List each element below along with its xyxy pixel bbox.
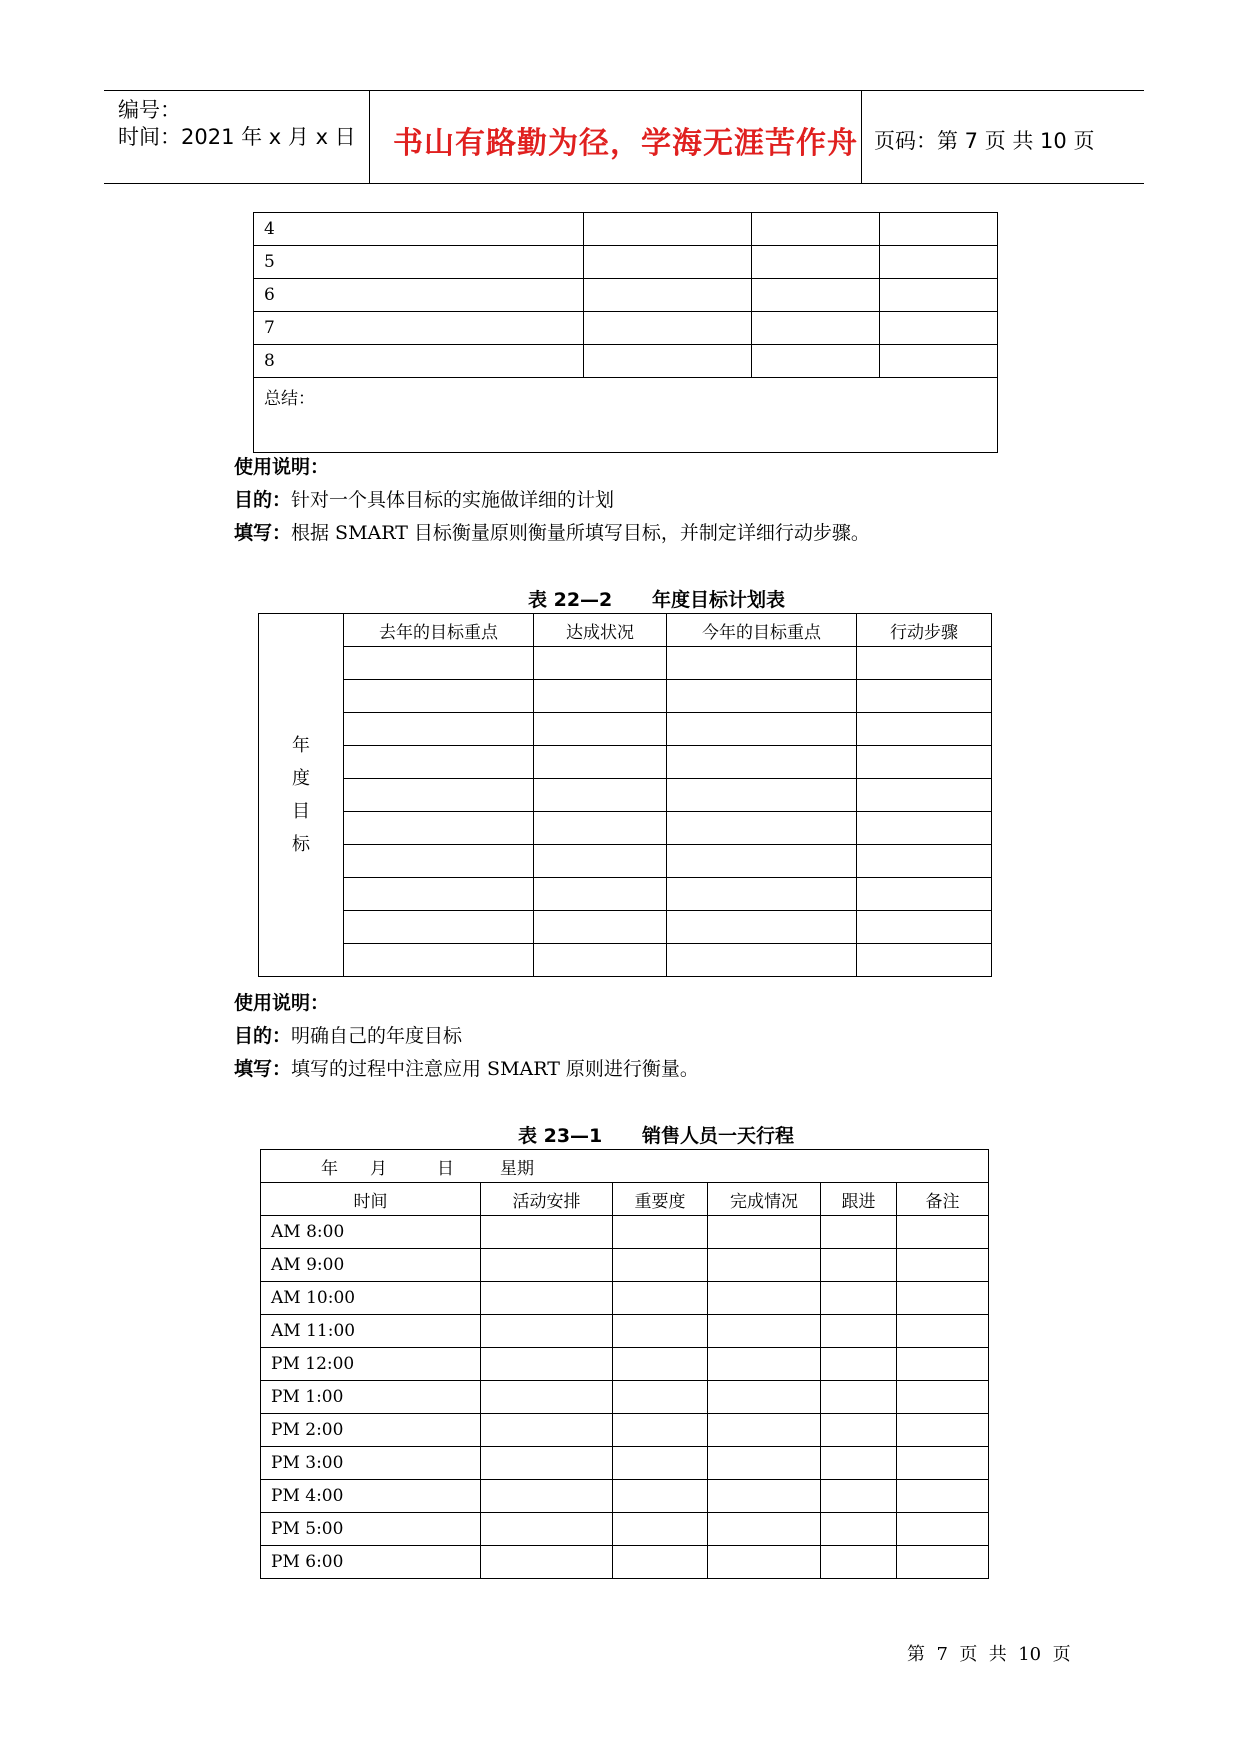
table-cell: [821, 1381, 897, 1414]
table-cell: [667, 713, 857, 746]
table-row: [261, 1414, 989, 1447]
table-row: [261, 1480, 989, 1513]
table-row: [259, 878, 992, 911]
table-cell: [821, 1249, 897, 1282]
column-header: 完成情况: [708, 1183, 821, 1216]
table-cell: [613, 1249, 708, 1282]
table-cell: [897, 1315, 989, 1348]
table-cell: [481, 1348, 613, 1381]
table-cell: [584, 246, 752, 279]
summary-cell: [254, 378, 998, 453]
table-cell: [481, 1216, 613, 1249]
table-cell: [534, 713, 667, 746]
table-cell: [481, 1513, 613, 1546]
note1-title: 使用说明：: [234, 456, 330, 478]
note2-purpose: 目的：明确自己的年度目标: [234, 1025, 463, 1047]
table-cell: [667, 680, 857, 713]
table-cell: [613, 1348, 708, 1381]
table-cell: [821, 1447, 897, 1480]
table-cell: [667, 911, 857, 944]
table-cell: [667, 812, 857, 845]
table-row: [261, 1282, 989, 1315]
table-cell: [708, 1216, 821, 1249]
row-number: 4: [254, 213, 584, 246]
time-cell: AM 10:00: [261, 1282, 481, 1315]
table-cell: [344, 746, 534, 779]
table-cell: [708, 1381, 821, 1414]
header-number-label: 编号：: [118, 98, 181, 122]
table-cell: [880, 279, 998, 312]
table-cell: [821, 1480, 897, 1513]
table-row: [259, 944, 992, 977]
table-cell: [481, 1282, 613, 1315]
header-divider-right: [861, 90, 862, 183]
time-cell: PM 5:00: [261, 1513, 481, 1546]
table-cell: [481, 1249, 613, 1282]
column-header: 重要度: [613, 1183, 708, 1216]
table-cell: [534, 647, 667, 680]
table-cell: [534, 911, 667, 944]
table-cell: [857, 944, 992, 977]
time-cell: PM 4:00: [261, 1480, 481, 1513]
time-cell: AM 8:00: [261, 1216, 481, 1249]
table-cell: [344, 680, 534, 713]
footer-page-number: 第 7 页 共 10 页: [907, 1644, 1071, 1665]
table-cell: [897, 1480, 989, 1513]
table-cell: [613, 1480, 708, 1513]
table-cell: [821, 1216, 897, 1249]
header-page-label: 页码：第 7 页 共 10 页: [874, 129, 1095, 153]
table-cell: [821, 1513, 897, 1546]
annual-goal-table: [258, 613, 992, 977]
table-cell: [708, 1315, 821, 1348]
table-cell: [821, 1282, 897, 1315]
side-label-char: 标: [292, 834, 310, 855]
table-cell: [752, 345, 880, 378]
table-row: [261, 1315, 989, 1348]
table-row: [259, 845, 992, 878]
table-cell: [344, 713, 534, 746]
time-cell: PM 1:00: [261, 1381, 481, 1414]
table-row: [254, 345, 998, 378]
table-cell: [534, 845, 667, 878]
side-label-char: 度: [292, 768, 310, 789]
table-cell: [880, 246, 998, 279]
row-number: 8: [254, 345, 584, 378]
table-cell: [667, 647, 857, 680]
table-cell: [857, 845, 992, 878]
time-cell: PM 6:00: [261, 1546, 481, 1579]
table-cell: [708, 1249, 821, 1282]
column-header: 跟进: [821, 1183, 897, 1216]
table-cell: [667, 779, 857, 812]
table-row: [261, 1216, 989, 1249]
table-cell: [344, 944, 534, 977]
table-cell: [897, 1282, 989, 1315]
table-cell: [481, 1315, 613, 1348]
table-cell: [708, 1447, 821, 1480]
table-row: [259, 812, 992, 845]
note1-purpose: 目的：针对一个具体目标的实施做详细的计划: [234, 489, 615, 511]
table-cell: [481, 1381, 613, 1414]
table-cell: [481, 1414, 613, 1447]
table-cell: [344, 878, 534, 911]
table-cell: [857, 911, 992, 944]
table-cell: [344, 812, 534, 845]
table-cell: [857, 680, 992, 713]
column-header: 今年的目标重点: [667, 614, 857, 647]
table-cell: [534, 746, 667, 779]
table-row: [261, 1183, 989, 1216]
table-row: [261, 1150, 989, 1183]
table-cell: [821, 1315, 897, 1348]
table-cell: [857, 746, 992, 779]
table-cell: [752, 213, 880, 246]
table-row: [254, 378, 998, 453]
table-cell: [708, 1414, 821, 1447]
table-cell: [821, 1348, 897, 1381]
table-cell: [857, 779, 992, 812]
table-cell: [857, 812, 992, 845]
row-number: 5: [254, 246, 584, 279]
table-cell: [897, 1513, 989, 1546]
table-row: [259, 911, 992, 944]
table-cell: [481, 1447, 613, 1480]
table-cell: [857, 878, 992, 911]
table-cell: [584, 213, 752, 246]
date-label: 星期: [500, 1158, 534, 1179]
table-cell: [667, 845, 857, 878]
table2-caption: 表 22—2 年度目标计划表: [528, 589, 785, 611]
table-cell: [708, 1348, 821, 1381]
table-cell: [613, 1447, 708, 1480]
table-cell: [897, 1546, 989, 1579]
table-row: [261, 1546, 989, 1579]
table-row: [254, 279, 998, 312]
table-cell: [897, 1348, 989, 1381]
header-divider-left: [369, 90, 370, 183]
table-cell: [708, 1546, 821, 1579]
note2-title: 使用说明：: [234, 992, 330, 1014]
table-row: [254, 213, 998, 246]
time-cell: AM 11:00: [261, 1315, 481, 1348]
table-cell: [534, 779, 667, 812]
table-cell: [897, 1414, 989, 1447]
table-cell: [534, 680, 667, 713]
row-number: 6: [254, 279, 584, 312]
table-cell: [534, 878, 667, 911]
date-row: [261, 1150, 989, 1183]
table-cell: [752, 312, 880, 345]
column-header: 达成状况: [534, 614, 667, 647]
column-header: 去年的目标重点: [344, 614, 534, 647]
table-cell: [880, 213, 998, 246]
table-row: [254, 312, 998, 345]
table-cell: [708, 1282, 821, 1315]
table-cell: [584, 279, 752, 312]
table-cell: [897, 1447, 989, 1480]
time-cell: AM 9:00: [261, 1249, 481, 1282]
table-row: [261, 1348, 989, 1381]
table-cell: [534, 812, 667, 845]
row-number: 7: [254, 312, 584, 345]
table-cell: [667, 878, 857, 911]
action-plan-table: [253, 212, 998, 453]
table-row: [261, 1447, 989, 1480]
time-cell: PM 12:00: [261, 1348, 481, 1381]
table-row: [259, 647, 992, 680]
date-label: 年: [321, 1158, 338, 1179]
daily-schedule-table: [260, 1149, 989, 1579]
table-cell: [897, 1249, 989, 1282]
table-cell: [880, 345, 998, 378]
table-cell: [613, 1546, 708, 1579]
table-row: [261, 1513, 989, 1546]
table-cell: [481, 1480, 613, 1513]
date-label: 日: [437, 1158, 454, 1179]
table-row: [254, 246, 998, 279]
table-cell: [708, 1480, 821, 1513]
table-cell: [344, 911, 534, 944]
table-cell: [344, 647, 534, 680]
table-row: [259, 713, 992, 746]
table-row: [259, 680, 992, 713]
table-cell: [584, 312, 752, 345]
header-motto: 书山有路勤为径，学海无涯苦作舟: [393, 126, 858, 161]
table-row: [259, 746, 992, 779]
side-label-cell: [259, 614, 344, 977]
table-cell: [897, 1216, 989, 1249]
column-header: 备注: [897, 1183, 989, 1216]
note1-fill: 填写：根据 SMART 目标衡量原则衡量所填写目标，并制定详细行动步骤。: [234, 522, 870, 544]
column-header: 活动安排: [481, 1183, 613, 1216]
table-cell: [821, 1414, 897, 1447]
table-cell: [613, 1513, 708, 1546]
table-cell: [857, 713, 992, 746]
table-cell: [821, 1546, 897, 1579]
side-label-char: 年: [292, 735, 310, 756]
table-cell: [752, 279, 880, 312]
header-top-rule: [104, 90, 1144, 91]
table-row: [261, 1249, 989, 1282]
table-row: [259, 779, 992, 812]
table-cell: [344, 779, 534, 812]
table-cell: [708, 1513, 821, 1546]
table-cell: [584, 345, 752, 378]
table-cell: [344, 845, 534, 878]
header-bottom-rule: [104, 183, 1144, 184]
table-cell: [613, 1414, 708, 1447]
table3-caption: 表 23—1 销售人员一天行程: [518, 1125, 794, 1147]
table-cell: [613, 1282, 708, 1315]
header-time-label: 时间：2021 年 x 月 x 日: [118, 125, 356, 149]
table-cell: [613, 1381, 708, 1414]
table-cell: [613, 1315, 708, 1348]
table-cell: [667, 746, 857, 779]
time-cell: PM 2:00: [261, 1414, 481, 1447]
side-label-char: 目: [292, 801, 310, 822]
time-cell: PM 3:00: [261, 1447, 481, 1480]
table-cell: [481, 1546, 613, 1579]
table-cell: [880, 312, 998, 345]
table-cell: [534, 944, 667, 977]
table-cell: [897, 1381, 989, 1414]
table-row: [261, 1381, 989, 1414]
table-cell: [613, 1216, 708, 1249]
table-cell: [752, 246, 880, 279]
table-cell: [667, 944, 857, 977]
summary-label: 总结：: [264, 389, 315, 409]
column-header: 行动步骤: [857, 614, 992, 647]
date-label: 月: [370, 1158, 387, 1179]
column-header: 时间: [261, 1183, 481, 1216]
note2-fill: 填写：填写的过程中注意应用 SMART 原则进行衡量。: [234, 1058, 699, 1080]
table-row: [259, 614, 992, 647]
table-cell: [857, 647, 992, 680]
